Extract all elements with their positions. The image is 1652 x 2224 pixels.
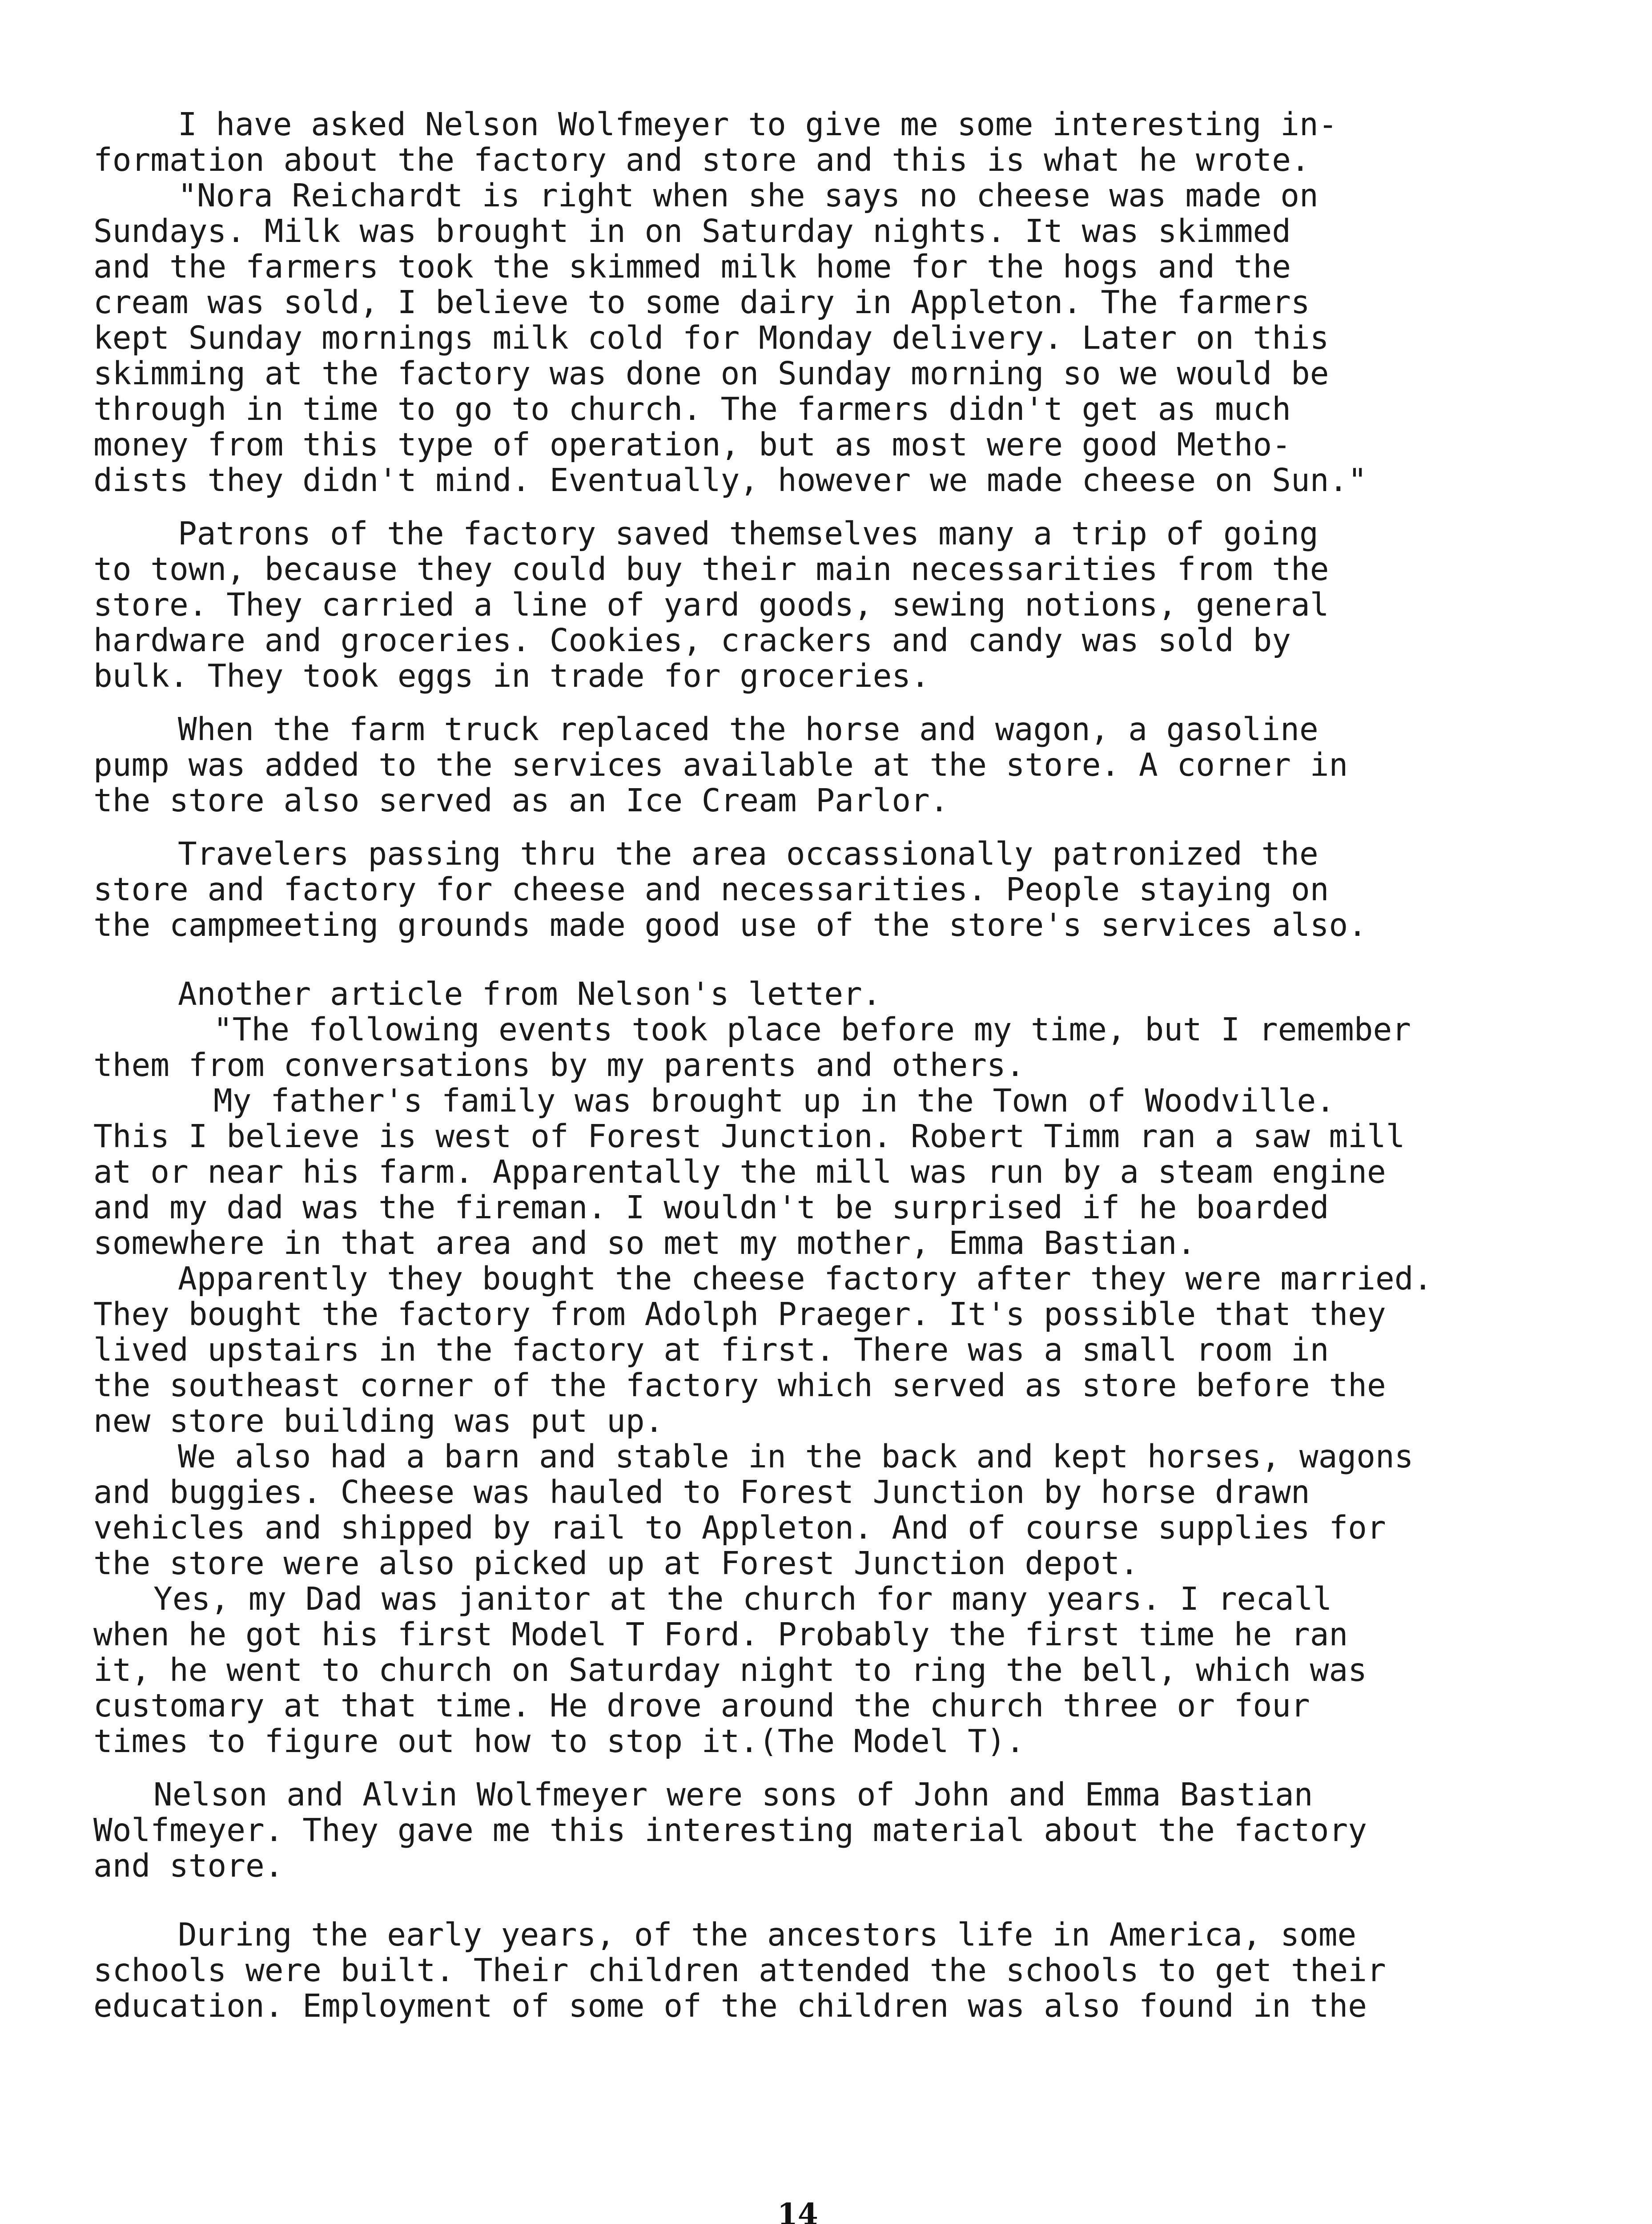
text-line: and the farmers took the skimmed milk home for the hogs and the (93, 248, 1291, 285)
text-line: times to figure out how to stop it.(The Model T). (93, 1723, 1025, 1760)
text-line: dists they didn't mind. Eventually, however we made cheese on Sun." (93, 462, 1367, 499)
text-line: When the farm truck replaced the horse and wagon, a gasoline (178, 711, 1318, 748)
text-line: pump was added to the services available at the store. A corner in (93, 746, 1348, 783)
text-line: and store. (93, 1847, 284, 1884)
text-line: Travelers passing thru the area occassionally patronized the (178, 835, 1318, 872)
text-line: when he got his first Model T Ford. Probably the first time he ran (93, 1616, 1348, 1653)
text-line: "Nora Reichardt is right when she says no cheese was made on (178, 177, 1318, 214)
text-line: schools were built. Their children attended the schools to get their (93, 1952, 1386, 1989)
text-line: Patrons of the factory saved themselves many a trip of going (178, 515, 1318, 552)
text-line: through in time to go to church. The farmers didn't get as much (93, 391, 1291, 427)
text-line: to town, because they could buy their main necessarities from the (93, 551, 1329, 588)
text-line: We also had a barn and stable in the back and kept horses, wagons (178, 1438, 1414, 1475)
text-line: money from this type of operation, but as most were good Metho- (93, 426, 1291, 463)
page-number: 14 (777, 2197, 818, 2224)
text-line: it, he went to church on Saturday night to ring the bell, which was (93, 1652, 1367, 1688)
text-line: at or near his farm. Apparentally the mill was run by a steam engine (93, 1153, 1386, 1190)
text-line: Apparently they bought the cheese factory after they were married. (178, 1260, 1433, 1297)
text-line: skimming at the factory was done on Sunday morning so we would be (93, 355, 1329, 392)
text-line: store and factory for cheese and necessarities. People staying on (93, 871, 1329, 908)
text-line: lived upstairs in the factory at first. There was a small room in (93, 1331, 1329, 1368)
text-line: This I believe is west of Forest Junction. Robert Timm ran a saw mill (93, 1118, 1405, 1155)
text-line: customary at that time. He drove around the church three or four (93, 1687, 1310, 1724)
text-line: them from conversations by my parents and others. (93, 1047, 1025, 1084)
text-line: cream was sold, I believe to some dairy in Appleton. The farmers (93, 284, 1310, 321)
text-line: They bought the factory from Adolph Praeger. It's possible that they (93, 1296, 1386, 1333)
text-line: education. Employment of some of the children was also found in the (93, 1987, 1367, 2024)
text-line: Nelson and Alvin Wolfmeyer were sons of John and Emma Bastian (153, 1776, 1313, 1813)
text-line: kept Sunday mornings milk cold for Monday delivery. Later on this (93, 319, 1329, 356)
text-line: Another article from Nelson's letter. (178, 975, 881, 1012)
text-line: store. They carried a line of yard goods, sewing notions, general (93, 586, 1329, 623)
text-line: bulk. They took eggs in trade for groceries. (93, 657, 930, 694)
text-line: Wolfmeyer. They gave me this interesting material about the factory (93, 1812, 1367, 1849)
text-line: somewhere in that area and so met my mother, Emma Bastian. (93, 1225, 1196, 1261)
text-line: My father's family was brought up in the Town of Woodville. (213, 1082, 1335, 1119)
text-line: formation about the factory and store and this is what he wrote. (93, 141, 1310, 178)
text-line: During the early years, of the ancestors life in America, some (178, 1916, 1357, 1953)
text-line: the store also served as an Ice Cream Parlor. (93, 782, 949, 819)
text-line: the southeast corner of the factory which served as store before the (93, 1367, 1386, 1404)
text-line: and my dad was the fireman. I wouldn't be surprised if he boarded (93, 1189, 1329, 1226)
text-line: I have asked Nelson Wolfmeyer to give me some interesting in- (178, 106, 1338, 143)
text-line: "The following events took place before my time, but I remember (213, 1011, 1411, 1048)
text-line: Yes, my Dad was janitor at the church for many years. I recall (153, 1580, 1332, 1617)
text-line: Sundays. Milk was brought in on Saturday nights. It was skimmed (93, 213, 1291, 250)
text-line: the campmeeting grounds made good use of the store's services also. (93, 907, 1367, 943)
text-line: hardware and groceries. Cookies, crackers and candy was sold by (93, 622, 1291, 659)
text-line: and buggies. Cheese was hauled to Forest Junction by horse drawn (93, 1474, 1310, 1511)
text-line: vehicles and shipped by rail to Appleton. And of course supplies for (93, 1509, 1386, 1546)
text-line: new store building was put up. (93, 1402, 664, 1439)
text-line: the store were also picked up at Forest Junction depot. (93, 1545, 1139, 1582)
